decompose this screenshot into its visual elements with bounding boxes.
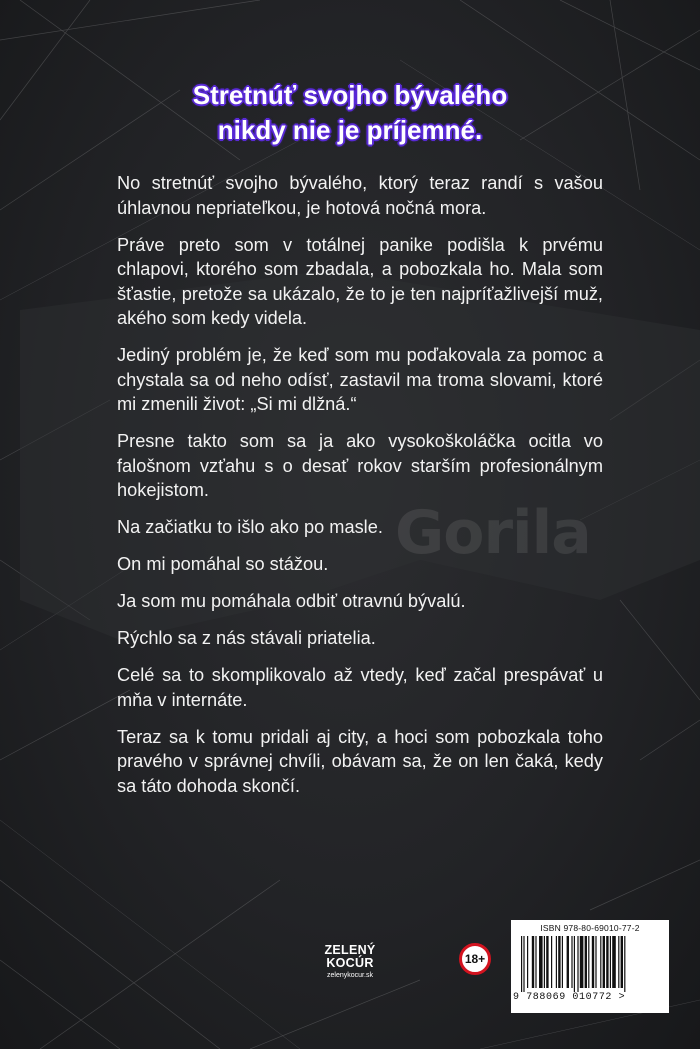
blurb-paragraph: Teraz sa k tomu pridali aj city, a hoci som pobozkala toho pravého v správnej chvíli, obávam sa, že on len čaká, kedy sa táto dohoda skončí.	[117, 726, 603, 796]
barcode-bar	[600, 936, 601, 988]
barcode-bar	[567, 936, 569, 988]
headline-line-2: nikdy nie je príjemné.	[217, 115, 483, 145]
blurb-paragraph: Na začiatku to išlo ako po masle.	[117, 517, 383, 537]
blurb-paragraph: Práve preto som v totálnej panike podišla k prvému chlapovi, ktorého som zbadala, a pobozkala ho. Mala som šťastie, pretože sa ukázalo, že to je ten najpríťažlivejší muž, akého som kedy videla.	[117, 234, 603, 328]
blurb-paragraph: Jediný problém je, že keď som mu poďakovala za pomoc a chystala sa od neho odísť, zastavil ma troma slovami, ktoré mi zmenili život: „Si mi dlžná.“	[117, 345, 603, 414]
barcode-bar	[558, 936, 560, 988]
gorila-watermark: Gorila	[395, 498, 591, 568]
blurb-paragraph: Rýchlo sa z nás stávali priatelia.	[117, 628, 376, 648]
blurb-text	[117, 171, 603, 811]
publisher-name-line-2: KOCÚR	[326, 956, 374, 970]
barcode-bar	[603, 936, 605, 988]
barcode-bar	[556, 936, 557, 988]
barcode-bar	[612, 936, 616, 988]
publisher-name-line-1: ZELENÝ	[324, 943, 376, 957]
blurb-paragraph: On mi pomáhal so stážou.	[117, 554, 329, 574]
barcode-bar	[606, 936, 608, 988]
barcode-panel	[511, 920, 669, 1013]
barcode-bar	[544, 936, 545, 988]
barcode-digits: 9 788069 010772 >	[513, 992, 626, 1003]
blurb-paragraph: Presne takto som sa ja ako vysokoškoláčka ocitla vo falošnom vzťahu s o desať rokov starším profesionálnym hokejistom.	[117, 431, 603, 500]
barcode-bar	[580, 936, 584, 988]
barcode-bar	[574, 936, 575, 992]
barcode-bar	[562, 936, 563, 988]
publisher-url: zelenykocur.sk	[327, 972, 373, 979]
barcode-bar	[532, 936, 534, 988]
barcode-bar	[521, 936, 522, 992]
barcode-bar	[595, 936, 596, 988]
barcode-bar	[585, 936, 587, 988]
barcode-bar	[618, 936, 619, 988]
barcode-bar	[523, 936, 524, 992]
blurb-paragraph: Celé sa to skomplikovalo až vtedy, keď začal prespávať u mňa v internáte.	[117, 665, 603, 710]
barcode-icon	[521, 936, 659, 992]
barcode-bar	[592, 936, 594, 988]
headline-line-1: Stretnúť svojho bývalého	[192, 80, 508, 110]
isbn-label: ISBN 978-80-69010-77-2	[540, 923, 640, 933]
age-rating-badge	[459, 943, 491, 975]
barcode-bar	[539, 936, 543, 988]
blurb-paragraph: Ja som mu pomáhala odbiť otravnú bývalú.	[117, 591, 466, 611]
barcode-bar	[577, 936, 578, 992]
barcode-bar	[551, 936, 552, 988]
barcode-bar	[624, 936, 625, 992]
barcode-bar	[546, 936, 548, 988]
publisher-logo	[315, 944, 385, 979]
barcode-bar	[610, 936, 611, 988]
headline	[0, 78, 700, 148]
barcode-bar	[527, 936, 528, 988]
barcode-bar	[621, 936, 623, 988]
barcode-bar	[571, 936, 572, 988]
barcode-bar	[535, 936, 536, 988]
barcode-bar	[588, 936, 589, 988]
age-rating-label: 18+	[464, 952, 486, 966]
blurb-paragraph: No stretnúť svojho bývalého, ktorý teraz randí s vašou úhlavnou nepriateľkou, je hotová nočná mora.	[117, 173, 603, 218]
